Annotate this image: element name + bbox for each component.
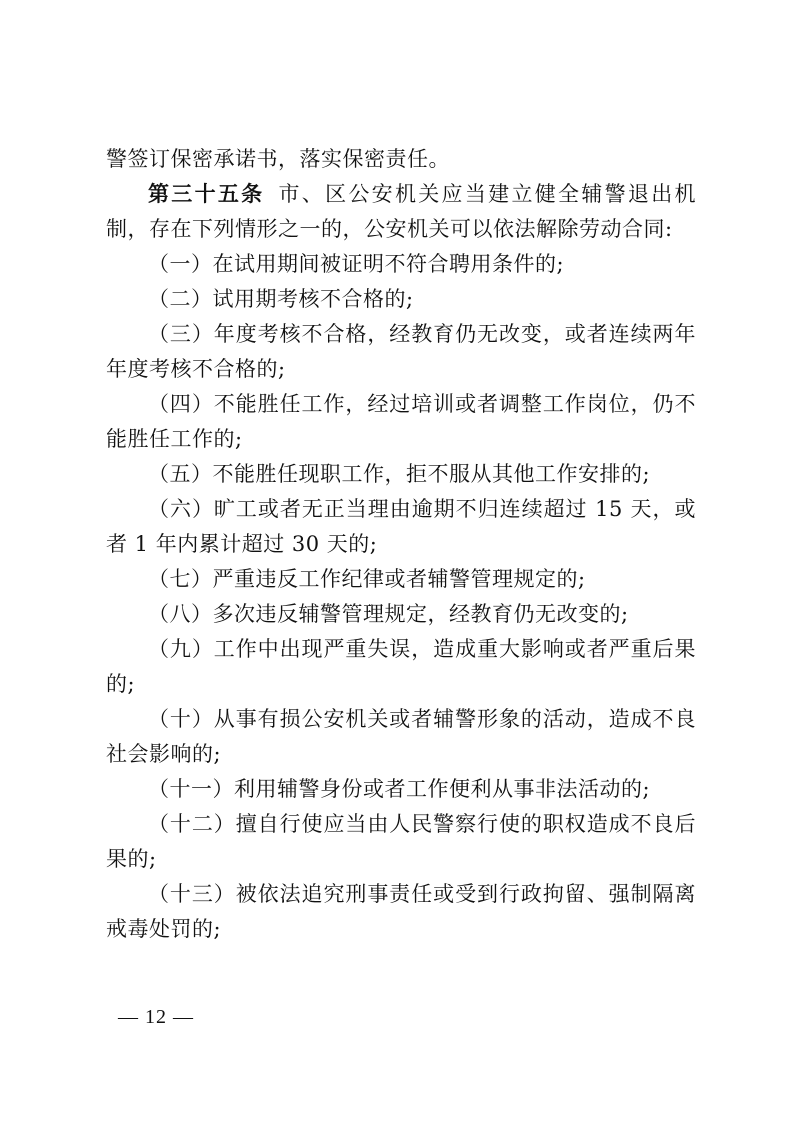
article-35-paragraph — [106, 177, 696, 247]
list-item-2: （二）试用期考核不合格的; — [148, 287, 414, 311]
document-body — [106, 142, 696, 947]
list-item-3: （三）年度考核不合格，经教育仍无改变，或者连续两年年度考核不合格的; — [106, 322, 696, 381]
list-item-4: （四）不能胜任工作，经过培训或者调整工作岗位，仍不能胜任工作的; — [106, 392, 696, 451]
list-item-13: （十三）被依法追究刑事责任或受到行政拘留、强制隔离戒毒处罚的; — [106, 882, 696, 941]
list-item-8: （八）多次违反辅警管理规定，经教育仍无改变的; — [148, 602, 629, 626]
list-item-1: （一）在试用期间被证明不符合聘用条件的; — [148, 252, 565, 276]
page-number: — 12 — — [118, 1006, 194, 1028]
list-item-10: （十）从事有损公安机关或者辅警形象的活动，造成不良社会影响的; — [106, 707, 696, 766]
list-item-6: （六）旷工或者无正当理由逾期不归连续超过 15 天，或者 1 年内累计超过 30 天的; — [106, 497, 696, 556]
list-item-11: （十一）利用辅警身份或者工作便利从事非法活动的; — [148, 777, 651, 801]
list-item-5: （五）不能胜任现职工作，拒不服从其他工作安排的; — [148, 462, 651, 486]
continuation-paragraph: 警签订保密承诺书，落实保密责任。 — [106, 147, 450, 171]
list-item-12: （十二）擅自行使应当由人民警察行使的职权造成不良后果的; — [106, 812, 696, 871]
list-item-7: （七）严重违反工作纪律或者辅警管理规定的; — [148, 567, 586, 591]
article-text: 市、区公安机关应当建立健全辅警退出机制，存在下列情形之一的，公安机关可以依法解除劳动合同: — [106, 182, 697, 241]
article-number: 第三十五条 — [148, 182, 265, 206]
list-item-9: （九）工作中出现严重失误，造成重大影响或者严重后果的; — [106, 637, 696, 696]
